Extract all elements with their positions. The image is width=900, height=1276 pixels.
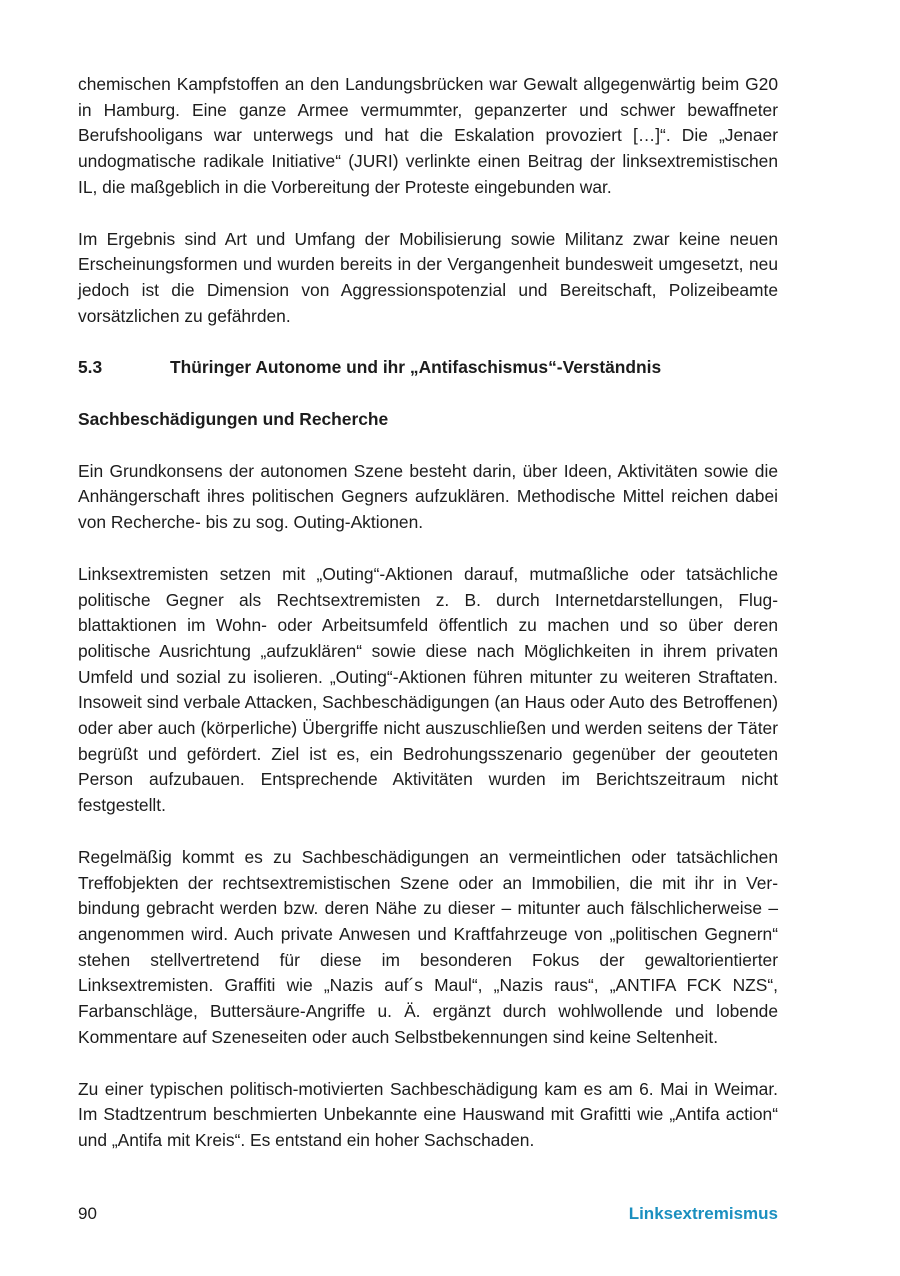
spacer [78, 381, 778, 407]
spacer [78, 329, 778, 355]
spacer [78, 536, 778, 562]
spacer [78, 433, 778, 459]
spacer [78, 1051, 778, 1077]
page-footer [78, 1201, 778, 1227]
paragraph-weimar: Zu einer typischen politisch-motivierten Sachbeschädigung kam es am 6. Mai in Weimar. Im Stadtzentrum beschmierten Unbekannte eine Hauswand mit Grafitti wie „Antifa action“ und „Antifa mit Kreis“. Es entstand ein hoher Sachschaden. [78, 1078, 778, 1150]
spacer [78, 819, 778, 845]
spacer [78, 201, 778, 227]
page-content [78, 72, 778, 1154]
subsection-heading: Sachbeschädigungen und Recherche [78, 409, 389, 430]
page-number: 90 [78, 1204, 97, 1223]
paragraph-g20-quote: chemischen Kampfstoffen an den Landungsbrücken war Gewalt allgegenwärtig beim G20 in Hamburg. Eine ganze Armee vermummter, gepanzerter und schwer bewaffneter Berufshooligans war unterwegs und hat die Eskalation provoziert […]“. Die „Jenaer undogmatische radikale Initiative“ (JURI) verlinkte einen Beitrag der linksextremistischen IL, die maßgeblich in die Vorbereitung der Proteste eingebunden war. [78, 74, 778, 197]
paragraph-grundkonsens: Ein Grundkonsens der autonomen Szene besteht darin, über Ideen, Aktivitäten sowie die Anhängerschaft ihres politischen Gegners aufzuklären. Methodische Mittel reichen dabei von Recherche- bis zu sog. Outing-Aktionen. [78, 460, 778, 533]
section-title: Thüringer Autonome und ihr „Antifaschismus“-Verständnis [170, 357, 662, 378]
section-heading [78, 355, 778, 381]
section-number: 5.3 [78, 357, 103, 378]
paragraph-outing: Linksextremisten setzen mit „Outing“-Aktionen darauf, mutmaßliche oder tatsächliche politische Gegner als Rechtsextremisten z. B. durch Internetdarstellungen, Flugblattaktionen im Wohn- oder Arbeitsumfeld öffentlich zu machen und so über deren politische Ausrichtung „aufzuklären“ sowie diese nach Möglichkeiten in ihrem privaten Umfeld und sozial zu isolieren. „Outing“-Aktionen führen mitunter zu weiteren Straftaten. Insoweit sind verbale Attacken, Sachbeschädigungen (an Haus oder Auto des Betroffenen) oder aber auch (körperliche) Übergriffe nicht auszuschließen und werden seitens der Täter begrüßt und gefördert. Ziel ist es, ein Bedrohungsszenario gegenüber der geouteten Person aufzubauen. Entsprechende Aktivitäten wurden im Berichtszeitraum nicht festgestellt. [78, 563, 778, 816]
paragraph-sachbeschaedigungen: Regelmäßig kommt es zu Sachbeschädigungen an vermeintlichen oder tatsächlichen Treffobjekten der rechtsextremistischen Szene oder an Immobilien, die mit ihr in Verbindung gebracht werden bzw. deren Nähe zu dieser – mitunter auch fälschlicherweise – angenommen wird. Auch private Anwesen und Kraftfahrzeuge von „politischen Gegnern“ stehen stellvertretend für diese im besonderen Fokus der gewaltorientierter Linksextremisten. Graffiti wie „Nazis auf´s Maul“, „Nazis raus“, „ANTIFA FCK NZS“, Farbanschläge, Buttersäure-Angriffe u. Ä. ergänzt durch wohlwollende und lobende Kommentare auf Szeneseiten oder auch Selbstbekennungen sind keine Seltenheit. [78, 846, 778, 1047]
chapter-title: Linksextremismus [628, 1204, 778, 1223]
paragraph-mobilisierung: Im Ergebnis sind Art und Umfang der Mobilisierung sowie Militanz zwar keine neuen Erscheinungsformen und wurden bereits in der Vergangenheit bundesweit umgesetzt, neu jedoch ist die Dimension von Aggressionspotenzial und Bereitschaft, Polizeibeamte vorsätzlichen zu gefährden. [78, 228, 778, 326]
